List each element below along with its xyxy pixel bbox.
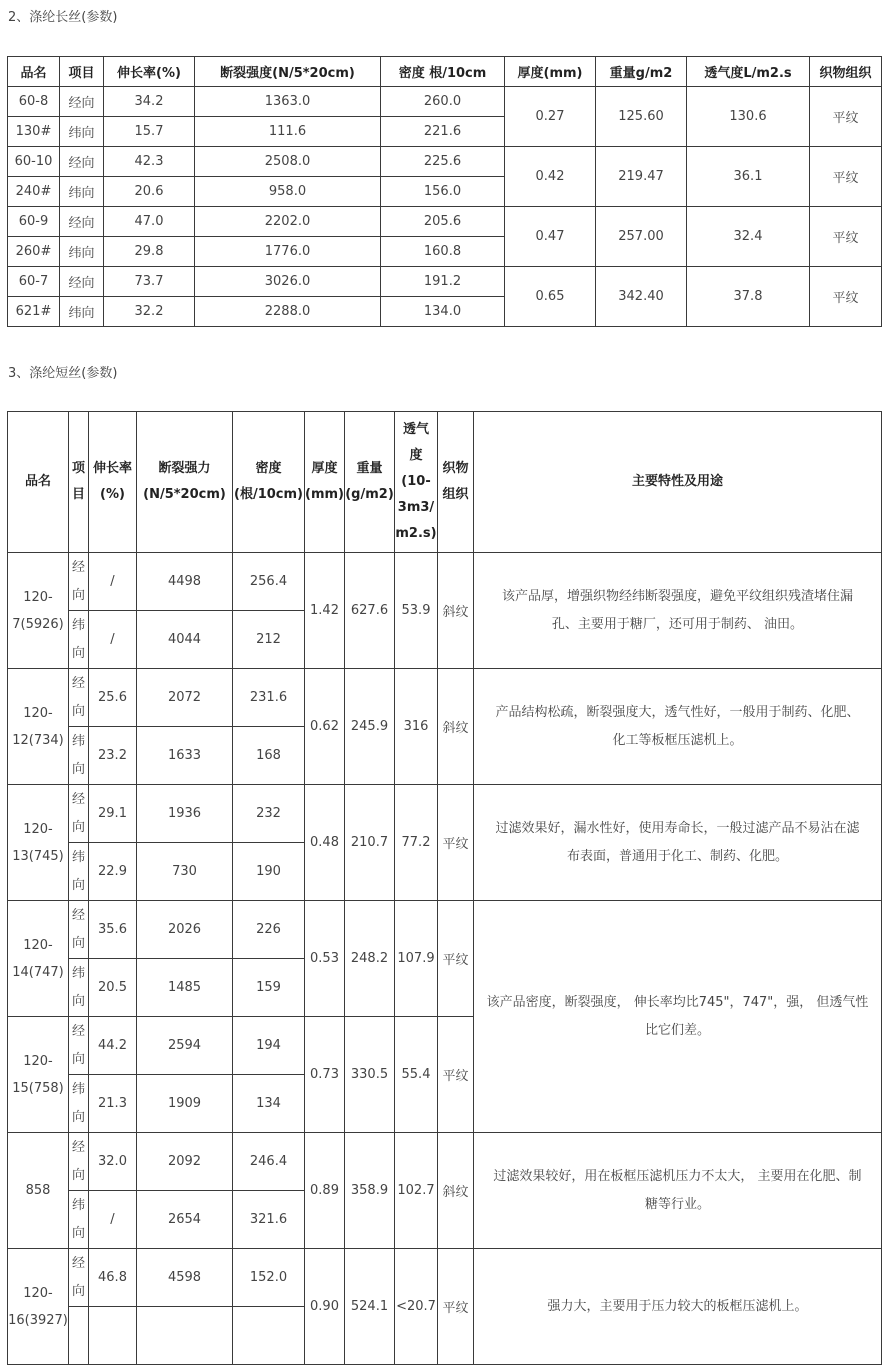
staple-parameters-table: [7, 411, 882, 1365]
density-cell: 190: [233, 843, 305, 901]
table-row: [8, 267, 882, 297]
thickness-cell: 1.42: [305, 553, 345, 669]
weave-cell: 平纹: [438, 1017, 474, 1133]
weight-cell: 125.60: [596, 87, 687, 147]
table-header-row: [8, 57, 882, 87]
direction-cell: 经 向: [69, 785, 89, 843]
weave-cell: 斜纹: [438, 669, 474, 785]
density-cell: 225.6: [381, 147, 505, 177]
product-name-cell: 130#: [8, 117, 60, 147]
elongation-cell: 25.6: [89, 669, 137, 727]
thickness-cell: 0.89: [305, 1133, 345, 1249]
thickness-cell: 0.90: [305, 1249, 345, 1365]
breaking-strength-cell: 2508.0: [195, 147, 381, 177]
table-header-row: [8, 412, 882, 553]
product-name-cell: 60-8: [8, 87, 60, 117]
weight-cell: 627.6: [345, 553, 395, 669]
direction-cell: 经向: [60, 267, 104, 297]
column-header: 主要特性及用途: [474, 412, 882, 553]
breaking-strength-cell: 2092: [137, 1133, 233, 1191]
breaking-strength-cell: 1776.0: [195, 237, 381, 267]
product-name-cell: 120- 16(3927): [8, 1249, 69, 1365]
direction-cell: [69, 1307, 89, 1365]
weave-cell: 平纹: [810, 147, 882, 207]
thickness-cell: 0.62: [305, 669, 345, 785]
product-name-cell: 120- 7(5926): [8, 553, 69, 669]
direction-cell: 经 向: [69, 669, 89, 727]
column-header: 织物组织: [810, 57, 882, 87]
breaking-strength-cell: [137, 1307, 233, 1365]
table-row: [8, 669, 882, 727]
direction-cell: 纬向: [60, 177, 104, 207]
elongation-cell: 21.3: [89, 1075, 137, 1133]
density-cell: 168: [233, 727, 305, 785]
product-name-cell: 60-10: [8, 147, 60, 177]
section-3-title: 3、涤纶短丝(参数): [8, 366, 118, 381]
column-header: 伸长率(%): [104, 57, 195, 87]
product-name-cell: 120- 14(747): [8, 901, 69, 1017]
column-header: 品名: [8, 412, 69, 553]
density-cell: 134: [233, 1075, 305, 1133]
weight-cell: 245.9: [345, 669, 395, 785]
description-cell: 强力大，主要用于压力较大的板框压滤机上。: [474, 1249, 882, 1365]
density-cell: 160.8: [381, 237, 505, 267]
breaking-strength-cell: 4044: [137, 611, 233, 669]
elongation-cell: 34.2: [104, 87, 195, 117]
direction-cell: 纬 向: [69, 611, 89, 669]
section-2-title: 2、涤纶长丝(参数): [8, 10, 118, 25]
permeability-cell: 107.9: [395, 901, 438, 1017]
direction-cell: 纬 向: [69, 1075, 89, 1133]
description-cell: 产品结构松疏，断裂强度大，透气性好，一般用于制药、化肥、 化工等板框压滤机上。: [474, 669, 882, 785]
column-header: 透气 度 (10- 3m3/ m2.s): [395, 412, 438, 553]
column-header: 织物 组织: [438, 412, 474, 553]
density-cell: 156.0: [381, 177, 505, 207]
column-header: 厚度 (mm): [305, 412, 345, 553]
direction-cell: 经 向: [69, 1249, 89, 1307]
weave-cell: 斜纹: [438, 553, 474, 669]
elongation-cell: 23.2: [89, 727, 137, 785]
elongation-cell: 32.2: [104, 297, 195, 327]
elongation-cell: 42.3: [104, 147, 195, 177]
product-name-cell: 260#: [8, 237, 60, 267]
column-header: 重量 (g/m2): [345, 412, 395, 553]
weave-cell: 平纹: [438, 901, 474, 1017]
thickness-cell: 0.47: [505, 207, 596, 267]
column-header: 厚度(mm): [505, 57, 596, 87]
density-cell: 221.6: [381, 117, 505, 147]
weave-cell: 平纹: [810, 267, 882, 327]
breaking-strength-cell: 2594: [137, 1017, 233, 1075]
elongation-cell: /: [89, 553, 137, 611]
thickness-cell: 0.42: [505, 147, 596, 207]
direction-cell: 经 向: [69, 1017, 89, 1075]
weight-cell: 342.40: [596, 267, 687, 327]
elongation-cell: 46.8: [89, 1249, 137, 1307]
density-cell: 260.0: [381, 87, 505, 117]
direction-cell: 经向: [60, 207, 104, 237]
direction-cell: 经 向: [69, 1133, 89, 1191]
permeability-cell: <20.7: [395, 1249, 438, 1365]
direction-cell: 经 向: [69, 901, 89, 959]
product-name-cell: 621#: [8, 297, 60, 327]
product-name-cell: 120- 15(758): [8, 1017, 69, 1133]
breaking-strength-cell: 730: [137, 843, 233, 901]
weave-cell: 斜纹: [438, 1133, 474, 1249]
description-cell: 过滤效果较好，用在板框压滤机压力不太大， 主要用在化肥、制 糖等行业。: [474, 1133, 882, 1249]
breaking-strength-cell: 2654: [137, 1191, 233, 1249]
description-cell: 过滤效果好，漏水性好，使用寿命长，一般过滤产品不易沾在滤 布表面，普通用于化工、制药、化肥。: [474, 785, 882, 901]
weave-cell: 平纹: [810, 207, 882, 267]
table-row: [8, 87, 882, 117]
table-row: [8, 1249, 882, 1307]
breaking-strength-cell: 958.0: [195, 177, 381, 207]
density-cell: 205.6: [381, 207, 505, 237]
weight-cell: 524.1: [345, 1249, 395, 1365]
direction-cell: 纬 向: [69, 959, 89, 1017]
density-cell: 194: [233, 1017, 305, 1075]
elongation-cell: 32.0: [89, 1133, 137, 1191]
breaking-strength-cell: 1936: [137, 785, 233, 843]
product-name-cell: 120- 13(745): [8, 785, 69, 901]
weight-cell: 330.5: [345, 1017, 395, 1133]
column-header: 断裂强度(N/5*20cm): [195, 57, 381, 87]
product-name-cell: 60-7: [8, 267, 60, 297]
direction-cell: 经向: [60, 147, 104, 177]
weight-cell: 358.9: [345, 1133, 395, 1249]
breaking-strength-cell: 1363.0: [195, 87, 381, 117]
table-row: [8, 207, 882, 237]
direction-cell: 纬 向: [69, 843, 89, 901]
permeability-cell: 77.2: [395, 785, 438, 901]
table-row: [8, 901, 882, 959]
breaking-strength-cell: 2026: [137, 901, 233, 959]
weave-cell: 平纹: [438, 785, 474, 901]
filament-parameters-table: [7, 56, 882, 327]
breaking-strength-cell: 3026.0: [195, 267, 381, 297]
product-name-cell: 120- 12(734): [8, 669, 69, 785]
breaking-strength-cell: 111.6: [195, 117, 381, 147]
permeability-cell: 53.9: [395, 553, 438, 669]
density-cell: 152.0: [233, 1249, 305, 1307]
density-cell: 321.6: [233, 1191, 305, 1249]
column-header: 透气度L/m2.s: [687, 57, 810, 87]
breaking-strength-cell: 4498: [137, 553, 233, 611]
permeability-cell: 130.6: [687, 87, 810, 147]
weave-cell: 平纹: [438, 1249, 474, 1365]
table-row: [8, 553, 882, 611]
direction-cell: 纬 向: [69, 1191, 89, 1249]
elongation-cell: 44.2: [89, 1017, 137, 1075]
density-cell: 134.0: [381, 297, 505, 327]
density-cell: 159: [233, 959, 305, 1017]
elongation-cell: /: [89, 1191, 137, 1249]
direction-cell: 纬向: [60, 297, 104, 327]
thickness-cell: 0.27: [505, 87, 596, 147]
thickness-cell: 0.53: [305, 901, 345, 1017]
breaking-strength-cell: 2288.0: [195, 297, 381, 327]
elongation-cell: 22.9: [89, 843, 137, 901]
elongation-cell: 73.7: [104, 267, 195, 297]
direction-cell: 纬向: [60, 237, 104, 267]
breaking-strength-cell: 2072: [137, 669, 233, 727]
elongation-cell: 20.6: [104, 177, 195, 207]
breaking-strength-cell: 2202.0: [195, 207, 381, 237]
table-row: [8, 785, 882, 843]
direction-cell: 经向: [60, 87, 104, 117]
elongation-cell: 47.0: [104, 207, 195, 237]
direction-cell: 纬 向: [69, 727, 89, 785]
density-cell: 232: [233, 785, 305, 843]
weave-cell: 平纹: [810, 87, 882, 147]
elongation-cell: 29.1: [89, 785, 137, 843]
elongation-cell: [89, 1307, 137, 1365]
elongation-cell: /: [89, 611, 137, 669]
weight-cell: 248.2: [345, 901, 395, 1017]
column-header: 伸长率 (%): [89, 412, 137, 553]
density-cell: 246.4: [233, 1133, 305, 1191]
direction-cell: 经 向: [69, 553, 89, 611]
product-name-cell: 858: [8, 1133, 69, 1249]
elongation-cell: 35.6: [89, 901, 137, 959]
permeability-cell: 102.7: [395, 1133, 438, 1249]
column-header: 品名: [8, 57, 60, 87]
column-header: 重量g/m2: [596, 57, 687, 87]
product-name-cell: 60-9: [8, 207, 60, 237]
table-row: [8, 1133, 882, 1191]
density-cell: 212: [233, 611, 305, 669]
elongation-cell: 29.8: [104, 237, 195, 267]
breaking-strength-cell: 1485: [137, 959, 233, 1017]
column-header: 密度 根/10cm: [381, 57, 505, 87]
elongation-cell: 15.7: [104, 117, 195, 147]
thickness-cell: 0.73: [305, 1017, 345, 1133]
permeability-cell: 316: [395, 669, 438, 785]
permeability-cell: 32.4: [687, 207, 810, 267]
elongation-cell: 20.5: [89, 959, 137, 1017]
density-cell: 231.6: [233, 669, 305, 727]
column-header: 密度 (根/10cm): [233, 412, 305, 553]
density-cell: 226: [233, 901, 305, 959]
weight-cell: 257.00: [596, 207, 687, 267]
breaking-strength-cell: 4598: [137, 1249, 233, 1307]
permeability-cell: 36.1: [687, 147, 810, 207]
description-cell: 该产品厚，增强织物经纬断裂强度，避免平纹组织残渣堵住漏 孔、主要用于糖厂，还可用于制药、 油田。: [474, 553, 882, 669]
density-cell: [233, 1307, 305, 1365]
direction-cell: 纬向: [60, 117, 104, 147]
permeability-cell: 55.4: [395, 1017, 438, 1133]
product-name-cell: 240#: [8, 177, 60, 207]
density-cell: 256.4: [233, 553, 305, 611]
table-row: [8, 147, 882, 177]
breaking-strength-cell: 1633: [137, 727, 233, 785]
permeability-cell: 37.8: [687, 267, 810, 327]
weight-cell: 219.47: [596, 147, 687, 207]
density-cell: 191.2: [381, 267, 505, 297]
thickness-cell: 0.48: [305, 785, 345, 901]
weight-cell: 210.7: [345, 785, 395, 901]
description-cell: 该产品密度，断裂强度， 伸长率均比745"，747"，强， 但透气性 比它们差。: [474, 901, 882, 1133]
column-header: 项目: [60, 57, 104, 87]
column-header: 项目: [69, 412, 89, 553]
breaking-strength-cell: 1909: [137, 1075, 233, 1133]
column-header: 断裂强力 (N/5*20cm): [137, 412, 233, 553]
thickness-cell: 0.65: [505, 267, 596, 327]
